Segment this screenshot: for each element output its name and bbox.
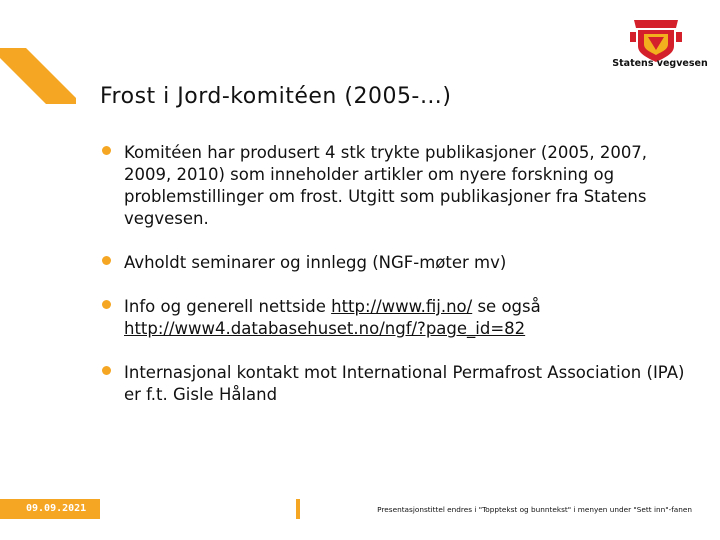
bullet-list bbox=[100, 142, 690, 428]
bullet-item bbox=[100, 362, 690, 406]
bullet-text-middle: se også bbox=[472, 297, 541, 316]
bullet-dot-icon bbox=[102, 366, 111, 375]
fij-website-link[interactable]: http://www.fij.no/ bbox=[331, 297, 473, 316]
bullet-text: Avholdt seminarer og innlegg (NGF-møter mv) bbox=[124, 253, 507, 272]
bullet-dot-icon bbox=[102, 300, 111, 309]
footer-note: Presentasjonstittel endres i "Topptekst og bunntekst" i menyen under "Sett inn"-fanen bbox=[377, 505, 692, 514]
bullet-dot-icon bbox=[102, 146, 111, 155]
brand-name: Statens vegvesen bbox=[612, 58, 708, 69]
slide-date: 09.09.2021 bbox=[0, 499, 100, 519]
bullet-item bbox=[100, 296, 690, 340]
bullet-item bbox=[100, 252, 690, 274]
slide-title: Frost i Jord-komitéen (2005-…) bbox=[100, 84, 452, 109]
bullet-text-prefix: Info og generell nettside bbox=[124, 297, 332, 316]
ngf-website-link[interactable]: http://www4.databasehuset.no/ngf/?page_id=82 bbox=[124, 319, 526, 338]
bullet-text: Internasjonal kontakt mot International Permafrost Association (IPA) er f.t. Gisle Håland bbox=[124, 363, 685, 404]
bullet-text: Komitéen har produsert 4 stk trykte publikasjoner (2005, 2007, 2009, 2010) som inneholder artikler om nyere forskning og problemstillinger om frost. Utgitt som publikasjoner fra Statens vegvesen. bbox=[124, 143, 648, 228]
bullet-item bbox=[100, 142, 690, 230]
bullet-dot-icon bbox=[102, 256, 111, 265]
